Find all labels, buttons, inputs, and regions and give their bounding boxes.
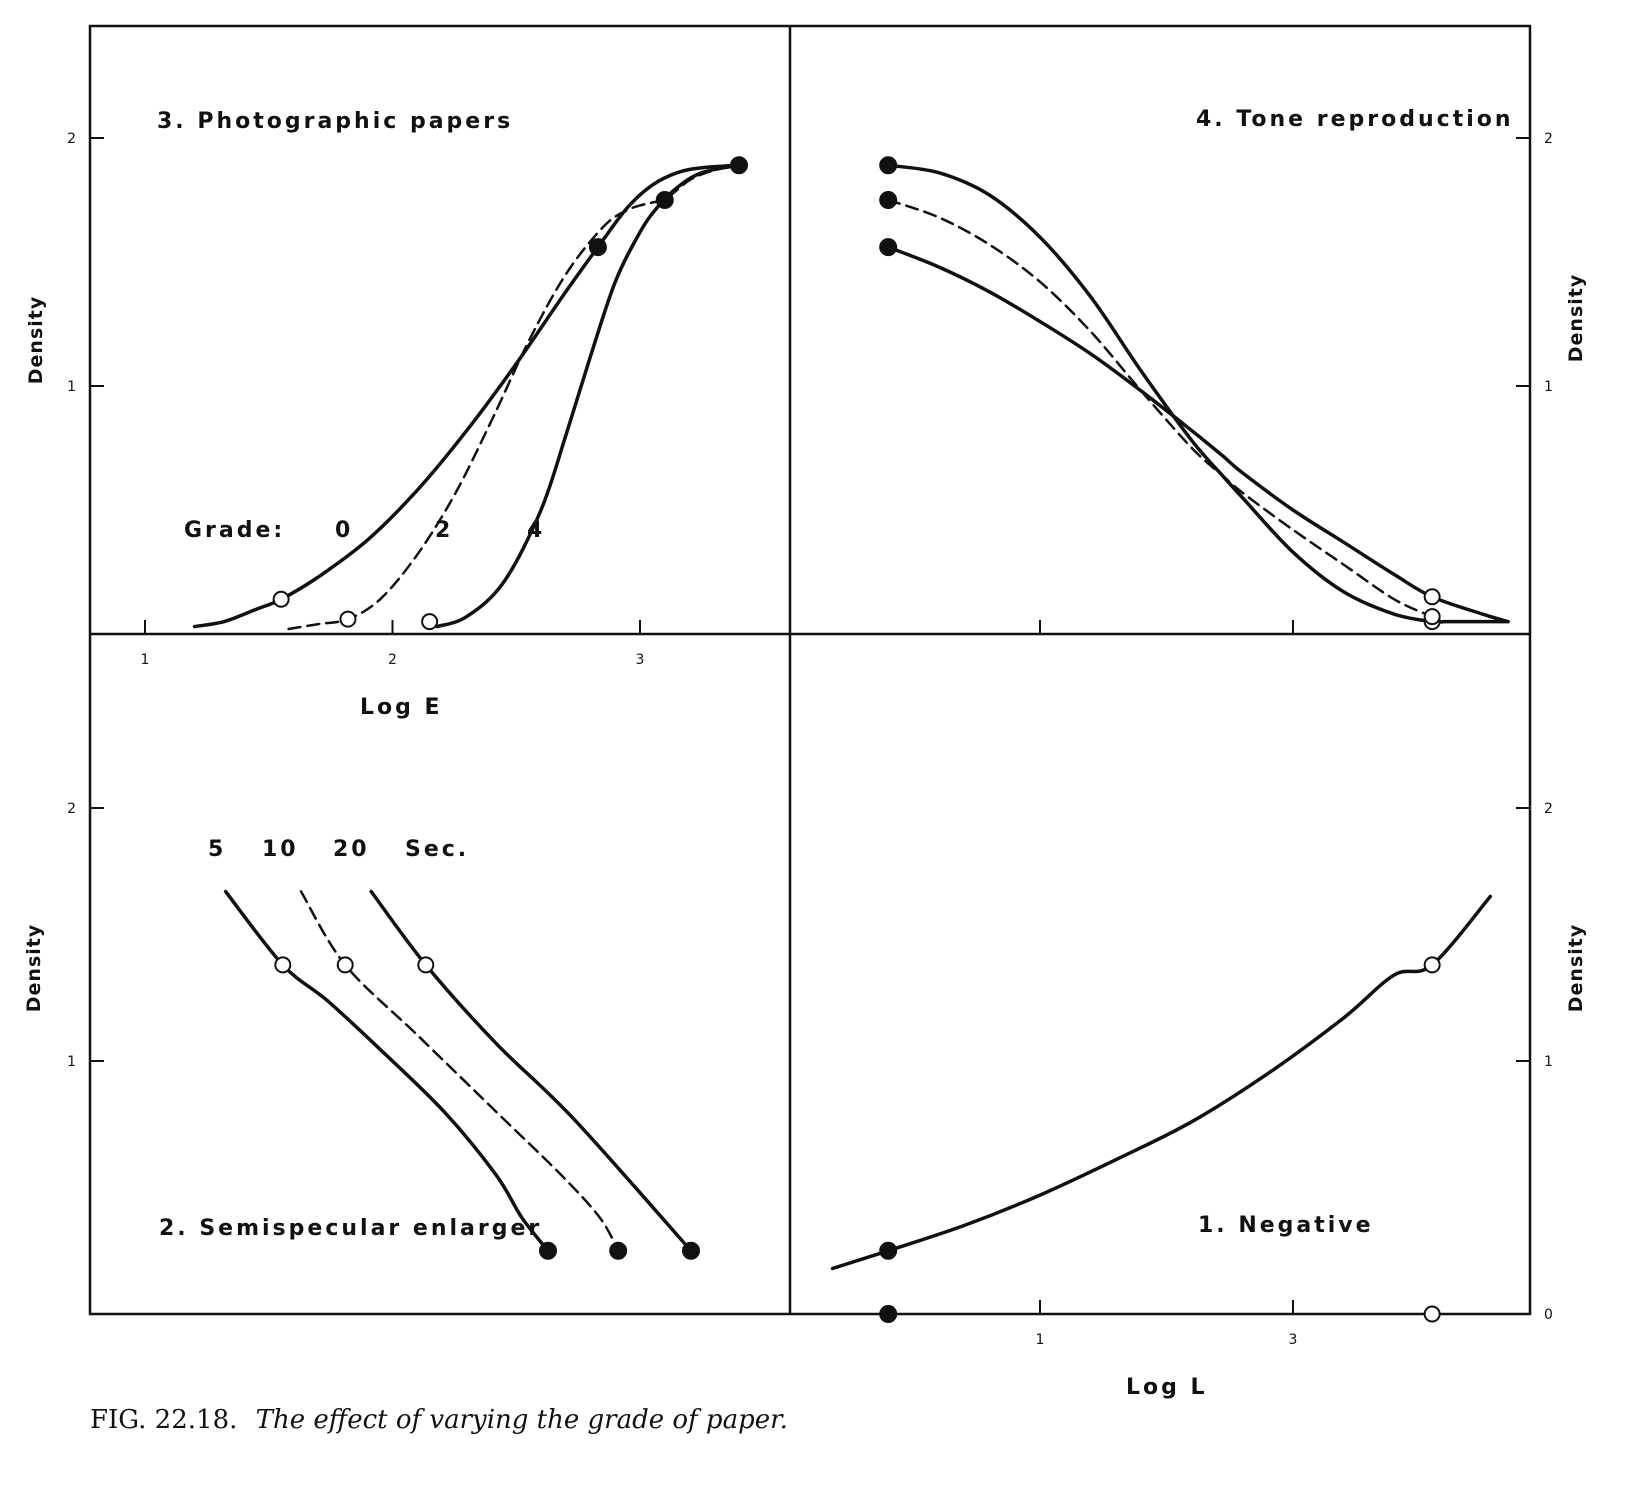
p4-ytick-label-2: 2	[1544, 131, 1553, 147]
p2-series-5-line	[226, 892, 548, 1251]
grade-label-2: 2	[435, 518, 454, 543]
p4-ytick-label-1: 1	[1544, 379, 1553, 395]
panel-negative	[833, 801, 1588, 1400]
panel-title-semispecular-enlarger: 2. Semispecular enlarger	[159, 1216, 543, 1241]
p4-series-2-line	[888, 200, 1432, 617]
caption-prefix: FIG. 22.18.	[90, 1405, 238, 1435]
p3-xtick-label-2: 2	[388, 652, 397, 668]
curves-tone-reproduction	[880, 157, 1508, 629]
p4-series-2-open-marker	[1425, 609, 1440, 624]
p2-series-10-filled-marker	[610, 1243, 626, 1259]
p4-series-3-line	[888, 247, 1508, 621]
y-axis-label-bottom-left: Density	[23, 923, 45, 1013]
x-axis-label-log-l: Log L	[1126, 1375, 1208, 1400]
y-axis-label-top-right: Density	[1565, 273, 1587, 363]
y-axis-label-bottom-right: Density	[1565, 923, 1587, 1013]
p2-series-10-line	[301, 892, 618, 1251]
p4-series-2-filled-marker	[880, 192, 896, 208]
p3-series-0-filled-marker	[590, 239, 606, 255]
p2-series-20-open-marker	[418, 957, 433, 972]
p2-series-5-filled-marker	[540, 1243, 556, 1259]
curves-semispecular-enlarger	[226, 892, 699, 1259]
sec-label-5: 5	[208, 837, 227, 862]
grade-legend-title: Grade:	[184, 518, 286, 543]
p1-series-1-filled-marker	[880, 1243, 896, 1259]
ticks-negative	[1036, 801, 1553, 1348]
panel-title-negative: 1. Negative	[1198, 1213, 1374, 1238]
panel-photographic-papers	[25, 109, 747, 720]
ticks-tone-reproduction	[1040, 131, 1553, 634]
curves-photographic-papers	[195, 157, 748, 629]
y-axis-label-top-left: Density	[25, 295, 47, 385]
p4-series-3-open-marker	[1425, 589, 1440, 604]
p1-ytick-label-0: 0	[1544, 1307, 1553, 1323]
grade-label-0: 0	[335, 518, 354, 543]
sec-legend-title: Sec.	[405, 837, 470, 862]
p2-series-20-line	[371, 892, 691, 1251]
p2-ytick-label-1: 1	[67, 1054, 76, 1070]
p3-series-4-filled-marker	[731, 157, 747, 173]
p3-series-2-line	[289, 165, 739, 629]
p3-series-0-line	[195, 165, 740, 626]
p2-series-5-open-marker	[275, 957, 290, 972]
p1-xtick-label-3: 3	[1288, 1332, 1298, 1348]
plot-frame	[90, 26, 1530, 1314]
p2-ytick-label-2: 2	[67, 801, 76, 817]
p3-ytick-label-1: 1	[67, 379, 76, 395]
p3-series-0-open-marker	[274, 592, 289, 607]
grade-label-4: 4	[527, 518, 546, 543]
p4-series-1-filled-marker	[880, 157, 896, 173]
p3-ytick-label-2: 2	[67, 131, 76, 147]
panel-semispecular-enlarger	[23, 801, 699, 1259]
sec-label-20: 20	[333, 837, 370, 862]
curves-negative	[833, 897, 1491, 1323]
p2-series-20-filled-marker	[683, 1243, 699, 1259]
ticks-photographic-papers	[67, 131, 644, 668]
p3-series-4-line	[437, 165, 739, 626]
p1-series-1-line	[833, 897, 1491, 1269]
x-axis-label-log-e: Log E	[360, 695, 443, 720]
p4-series-3-filled-marker	[880, 239, 896, 255]
p3-series-2-open-marker	[340, 612, 355, 627]
p1-xtick-label-1: 1	[1035, 1332, 1045, 1348]
p1-series-2-marker-2	[1425, 1307, 1440, 1322]
p1-series-1-open-marker	[1425, 957, 1440, 972]
p3-xtick-label-1: 1	[140, 652, 150, 668]
p3-xtick-label-3: 3	[635, 652, 645, 668]
p4-series-1-line	[888, 165, 1508, 622]
p3-series-4-open-marker	[422, 614, 437, 629]
p1-series-2-marker-1	[880, 1306, 896, 1322]
caption-text: The effect of varying the grade of paper.	[255, 1405, 788, 1435]
p1-ytick-label-1: 1	[1544, 1054, 1553, 1070]
panel-title-tone-reproduction: 4. Tone reproduction	[1196, 107, 1514, 132]
ticks-semispecular-enlarger	[67, 801, 104, 1070]
figure-caption	[90, 1405, 788, 1435]
p1-ytick-label-2: 2	[1544, 801, 1553, 817]
panel-tone-reproduction	[880, 107, 1587, 634]
p2-series-10-open-marker	[338, 957, 353, 972]
sec-label-10: 10	[262, 837, 299, 862]
panel-title-photographic-papers: 3. Photographic papers	[157, 109, 514, 134]
